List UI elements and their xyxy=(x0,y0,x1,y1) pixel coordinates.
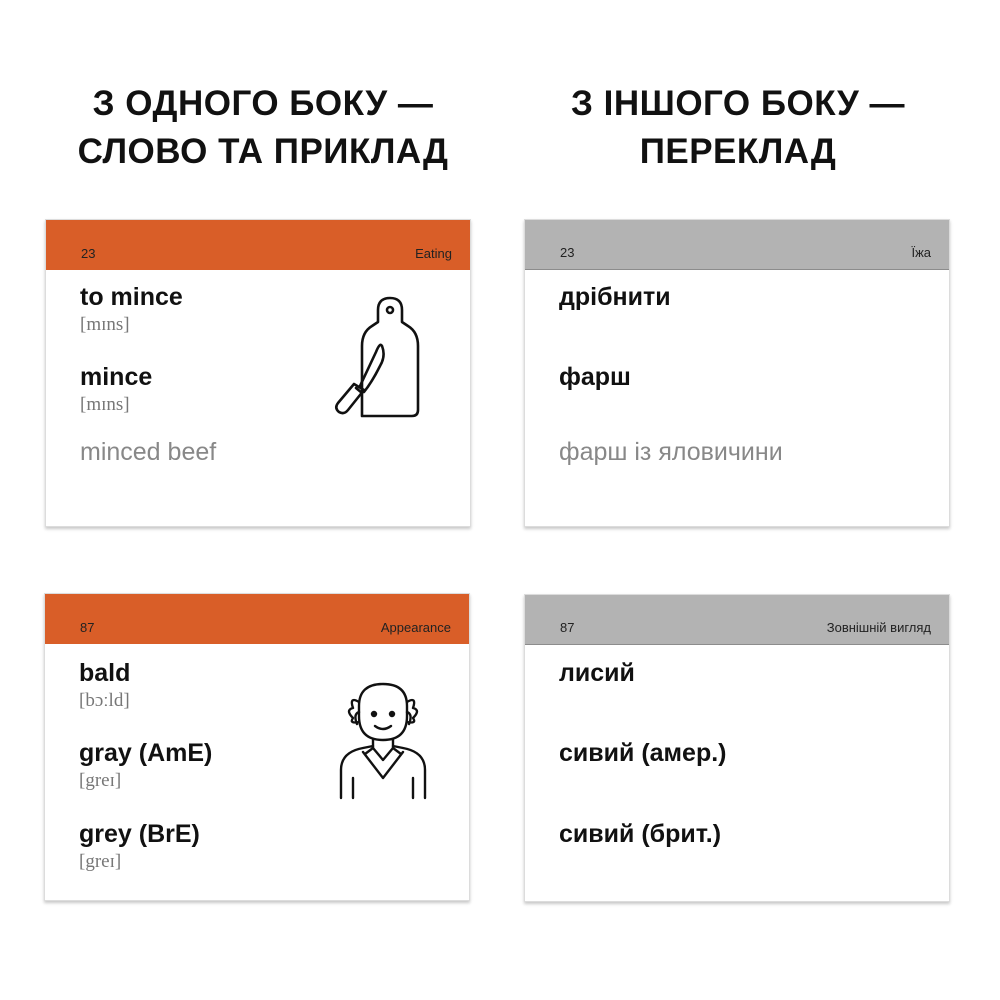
transcription: [greɪ] xyxy=(79,851,122,872)
word-entry xyxy=(79,658,130,714)
card-number: 87 xyxy=(80,620,95,635)
flashcard-front-appearance[interactable] xyxy=(44,593,470,901)
transcription: [greɪ] xyxy=(79,770,122,791)
word: to mince xyxy=(80,283,183,311)
translation: дрібнити xyxy=(559,283,671,311)
card-number: 87 xyxy=(560,620,575,635)
card-header xyxy=(525,595,949,645)
translation-entry xyxy=(559,362,631,392)
card-header xyxy=(525,220,949,270)
translation-entry xyxy=(559,738,727,768)
front-side-heading xyxy=(43,80,483,176)
heading-line: ПЕРЕКЛАД xyxy=(639,132,837,171)
translation: фарш xyxy=(559,363,631,391)
translation-entry xyxy=(559,658,635,688)
card-number: 23 xyxy=(81,246,96,261)
card-category: Зовнішній вигляд xyxy=(826,620,931,635)
word: bald xyxy=(79,659,131,687)
card-header xyxy=(45,594,469,644)
translation: сивий (брит.) xyxy=(559,820,722,848)
transcription: [mɪns] xyxy=(80,314,130,335)
transcription: [mɪns] xyxy=(80,394,130,415)
translation-entry xyxy=(559,282,671,312)
flashcard-front-eating[interactable] xyxy=(45,219,471,527)
flashcard-back-appearance[interactable] xyxy=(524,594,950,902)
translation: сивий (амер.) xyxy=(559,739,727,767)
example-translation: фарш із яловичини xyxy=(559,438,783,466)
word: gray (AmE) xyxy=(79,739,213,767)
heading-line: З ОДНОГО БОКУ — xyxy=(92,84,434,123)
card-header xyxy=(46,220,470,270)
translation-entry xyxy=(559,819,721,849)
word: grey (BrE) xyxy=(79,820,200,848)
card-number: 23 xyxy=(560,245,575,260)
card-category: Appearance xyxy=(380,620,451,635)
heading-line: З ІНШОГО БОКУ — xyxy=(571,84,905,123)
transcription: [bɔːld] xyxy=(79,690,130,711)
word-entry xyxy=(79,738,212,794)
knife-and-cutting-board-icon xyxy=(318,294,438,420)
word-entry xyxy=(79,819,200,875)
word-entry xyxy=(80,282,183,338)
word-entry xyxy=(80,362,152,418)
word: mince xyxy=(80,363,153,391)
flashcard-back-eating[interactable] xyxy=(524,219,950,527)
card-category: Їжа xyxy=(911,245,931,260)
example-phrase: minced beef xyxy=(80,438,217,466)
bald-man-icon xyxy=(337,678,429,800)
translation: лисий xyxy=(559,659,635,687)
card-category: Eating xyxy=(415,246,452,261)
back-side-heading xyxy=(518,80,958,176)
heading-line: СЛОВО ТА ПРИКЛАД xyxy=(77,132,449,171)
